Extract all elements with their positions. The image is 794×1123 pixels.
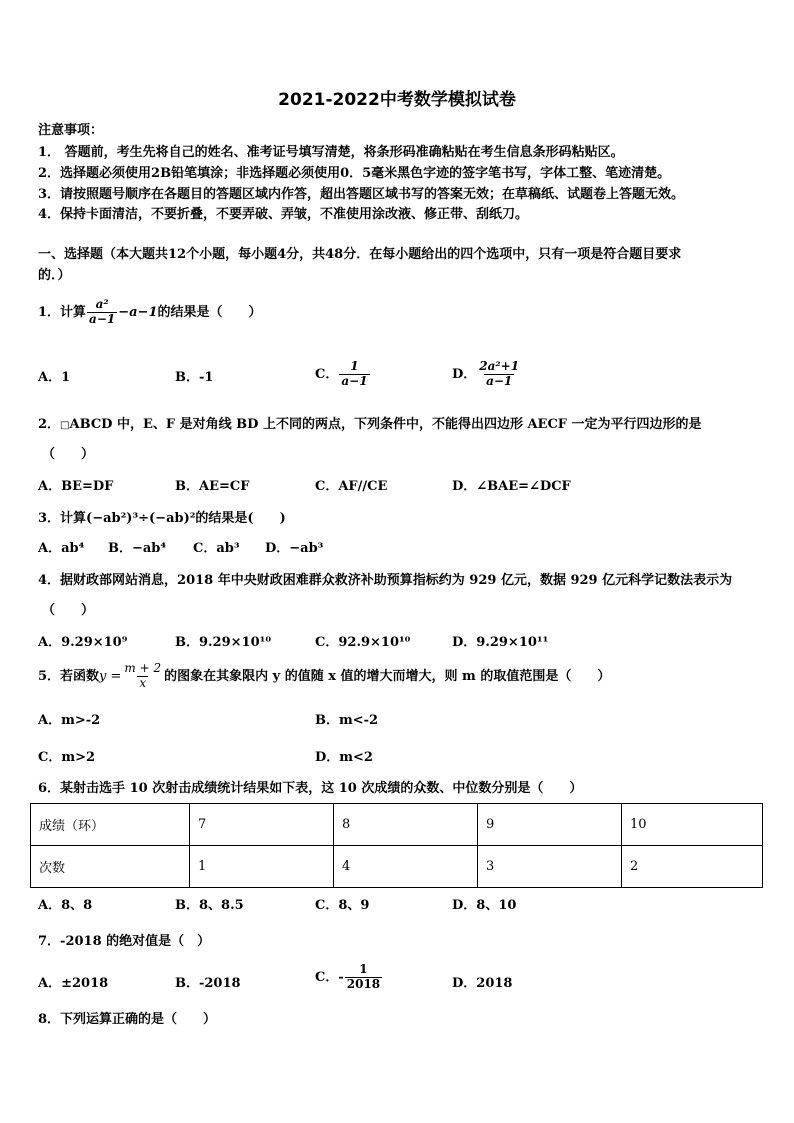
q5-suffix: 的图象在其象限内 y 的值随 x 值的增大而增大，则 m 的取值范围是（ ）	[164, 668, 611, 684]
section-heading-line1: 一、选择题（本大题共12个小题，每小题4分，共48分．在每小题给出的四个选项中，只有一项是符合题目要求	[38, 247, 682, 262]
table-cell: 1	[190, 846, 334, 888]
q1-suffix: 的结果是（ ）	[157, 304, 262, 320]
q1-option-c-label: C．	[315, 366, 339, 382]
q1-option-d-num: 2a²+1	[479, 359, 520, 373]
table-cell: 8	[334, 804, 478, 846]
q1-option-d-label: D．	[452, 366, 477, 382]
q3-option-a: A．ab⁴	[38, 541, 85, 556]
q5-fraction	[122, 662, 163, 691]
q2-blank: （ ）	[42, 447, 95, 462]
parallelogram-symbol: □	[60, 420, 70, 431]
exam-title: 2021-2022中考数学模拟试卷	[278, 90, 516, 110]
question-2	[38, 417, 702, 433]
q5-prefix: 5．若函数	[38, 668, 100, 684]
q4-option-d: D．9.29×10¹¹	[452, 635, 549, 650]
q2-option-d: D．∠BAE=∠DCF	[452, 479, 571, 494]
q5-frac-num: m + 2	[124, 661, 162, 675]
q3-option-c: C．ab³	[193, 541, 240, 556]
question-6: 6．某射击选手 10 次射击成绩统计结果如下表，这 10 次成绩的众数、中位数分别是（ ）	[38, 781, 583, 796]
q2-text: ABCD 中，E、F 是对角线 BD 上不同的两点，下列条件中，不能得出四边形 AECF 一定为平行四边形的是	[69, 417, 702, 432]
q4-option-c: C．92.9×10¹⁰	[315, 635, 411, 650]
score-table	[30, 803, 763, 888]
q1-fraction	[87, 298, 117, 327]
q7-option-d: D．2018	[452, 976, 513, 991]
q1-option-d-den: a−1	[486, 373, 513, 388]
q5-option-b: B．m<-2	[315, 713, 379, 728]
q3-option-b: B．−ab⁴	[108, 541, 167, 556]
notice-item-4: 4．保持卡面清洁，不要折叠，不要弄破、弄皱，不准使用涂改液、修正带、刮纸刀。	[38, 207, 529, 222]
question-1	[38, 298, 262, 327]
q1-option-d-frac	[477, 360, 521, 389]
question-3: 3．计算(−ab²)³÷(−ab)²的结果是( )	[38, 511, 286, 526]
q1-frac-num: a²	[95, 297, 109, 311]
q2-option-a: A．BE=DF	[38, 479, 114, 494]
table-row	[31, 846, 763, 888]
q1-option-d	[452, 360, 522, 389]
q2-option-b: B．AE=CF	[175, 479, 250, 494]
q1-option-b: B．-1	[175, 370, 214, 385]
q4-option-a: A．9.29×10⁹	[38, 635, 128, 650]
q7-option-c-num: 1	[359, 962, 368, 976]
q1-frac-den: a−1	[89, 311, 116, 326]
q7-option-c	[315, 963, 383, 992]
notice-item-3: 3．请按照题号顺序在各题目的答题区域内作答，超出答题区域书写的答案无效；在草稿纸、试题卷上答题无效。	[38, 187, 685, 202]
q6-option-c: C．8、9	[315, 898, 370, 913]
table-cell: 成绩（环）	[31, 804, 190, 846]
question-4: 4．据财政部网站消息，2018 年中央财政困难群众救济补助预算指标约为 929 亿元，数据 929 亿元科学记数法表示为	[38, 573, 733, 588]
table-cell: 3	[478, 846, 622, 888]
q1-prefix: 1．计算	[38, 304, 87, 320]
q5-option-c: C．m>2	[38, 750, 96, 765]
q1-option-a: A．1	[38, 370, 71, 385]
q3-option-d: D．−ab³	[265, 541, 324, 556]
table-cell: 9	[478, 804, 622, 846]
table-cell: 次数	[31, 846, 190, 888]
q5-var: y =	[99, 668, 122, 684]
q5-option-d: D．m<2	[315, 750, 373, 765]
table-cell: 7	[190, 804, 334, 846]
q1-option-c-num: 1	[350, 359, 359, 373]
table-cell: 4	[334, 846, 478, 888]
notice-item-2: 2．选择题必须使用2B铅笔填涂；非选择题必须使用0．5毫米黑色字迹的签字笔书写，字体工整、笔迹清楚。	[38, 166, 671, 181]
q6-option-b: B．8、8.5	[175, 898, 244, 913]
q6-option-d: D．8、10	[452, 898, 517, 913]
table-cell: 2	[622, 846, 763, 888]
q7-option-c-frac	[345, 963, 382, 992]
question-8: 8．下列运算正确的是（ ）	[38, 1012, 217, 1027]
q2-prefix: 2．	[38, 417, 61, 432]
q4-option-b: B．9.29×10¹⁰	[175, 635, 272, 650]
q6-option-a: A．8、8	[38, 898, 93, 913]
section-heading-line2: 的．）	[38, 268, 71, 283]
q7-option-b: B．-2018	[175, 976, 241, 991]
q2-option-c: C．AF//CE	[315, 479, 388, 494]
question-7: 7．-2018 的绝对值是（ ）	[38, 934, 211, 949]
question-5	[38, 662, 610, 691]
q1-option-c-frac	[339, 360, 369, 389]
q7-option-c-label: C．-	[315, 969, 344, 985]
q1-tail: −a−1	[118, 304, 158, 320]
notice-heading: 注意事项：	[38, 123, 104, 138]
q1-option-c	[315, 360, 371, 389]
table-row	[31, 804, 763, 846]
q5-frac-den: x	[139, 675, 147, 690]
notice-item-1: 1． 答题前，考生先将自己的姓名、准考证号填写清楚，将条形码准确粘贴在考生信息条形码粘贴区。	[38, 145, 624, 160]
q4-blank: （ ）	[42, 603, 95, 618]
q7-option-c-den: 2018	[346, 976, 381, 991]
table-cell: 10	[622, 804, 763, 846]
q5-option-a: A．m>-2	[38, 713, 101, 728]
q1-option-c-den: a−1	[341, 373, 368, 388]
q7-option-a: A．±2018	[38, 976, 109, 991]
